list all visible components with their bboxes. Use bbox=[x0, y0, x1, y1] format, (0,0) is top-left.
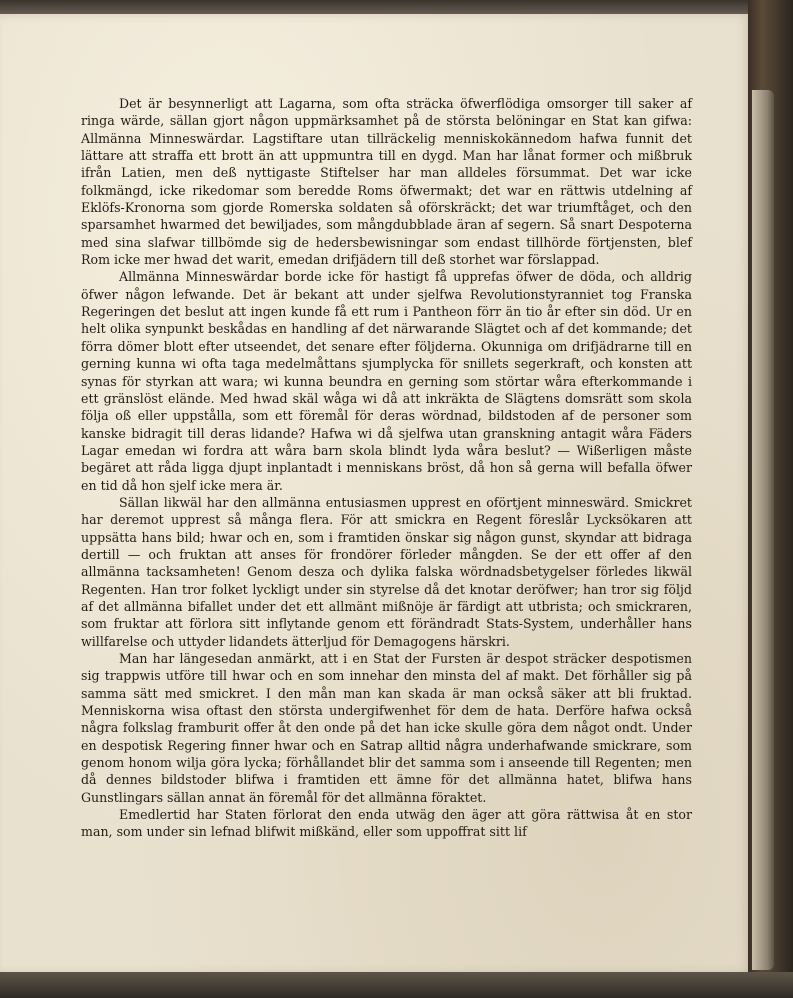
paragraph: Allmänna Minneswärdar borde icke för hastigt få upprefas öfwer de döda, och alldrig öfwer någon lefwande. Det är bekant att under sjelfwa Revolutionstyranniet tog Franska Regeringen det beslut att ingen kunde få ett rum i Pantheon förr än tio år efter sin död. Ur en helt olika synpunkt beskådas en handling af det närwarande Slägtet och af det kommande; det förra dömer blott efter utseendet, det senare efter följderna. Okunniga om drifjädrarne till en gerning kunna wi ofta taga medelmåttans sjumplycka för snillets segerkraft, och konsten att synas för styrkan att wara; wi kunna beundra en gerning som störtar wåra efterkommande i ett gränslöst elände. Med hwad skäl wåga wi då att inkräkta de Slägtens domsrätt som skola följa oß eller uppstålla, som ett föremål för deras wördnad, bildstoden af de personer som kanske bidragit till deras lidande? Hafwa wi då sjelfwa utan granskning antagit wåra Fäders Lagar emedan wi fordra att wåra barn skola blindt lyda wåra beslut? — Wißerligen måste begäret att råda ligga djupt inplantadt i menniskans bröst, då hon så gerna will befalla öfwer en tid då hon sjelf icke mera är. bbox=[81, 269, 692, 493]
paragraph: Man har längesedan anmärkt, att i en Stat der Fursten är despot sträcker despotismen sig trappwis utföre till hwar och en som innehar den minsta del af makt. Det förhåller sig på samma sätt med smickret. I den mån man kan skada är man också säker att bli fruktad. Menniskorna wisa oftast den största undergifwenhet för dem de hata. Derföre hafwa också några folkslag framburit offer åt den onde på det han icke skulle göra dem något ondt. Under en despotisk Regering finner hwar och en Satrap alltid några underhafwande smickrare, som genom honom wilja göra lycka; förhållandet blir det samma som i anseende till Regenten; men då dennes bildstoder blifwa i framtiden ett ämne för det allmänna hatet, blifwa hans Gunstlingars sällan annat än föremål för det allmänna föraktet. bbox=[81, 651, 692, 805]
body-text bbox=[81, 95, 692, 841]
bottom-edge bbox=[0, 972, 793, 998]
paragraph: Det är besynnerligt att Lagarna, som ofta sträcka öfwerflödiga omsorger till saker af ringa wärde, sällan gjort någon uppmärksamhet på de största belöningar en Stat kan gifwa: Allmänna Minneswärdar. Lagstiftare utan tillräckelig menniskokännedom hafwa funnit det lättare att straffa ett brott än att uppmuntra till en dygd. Man har lånat former och mißbruk ifrån Latien, men deß nyttigaste Stiftelser har man alldeles försummat. Det war icke folkmängd, icke rikedomar som beredde Roms öfwermakt; det war en rättwis utdelning af Eklöfs-Kronorna som gjorde Romerska soldaten så oförskräckt; det war triumftåget, och den sparsamhet hwarmed det bewiljades, som mångdubblade äran af segern. Så snart Despoterna med sina slafwar tillbömde sig de hedersbewisningar som endast tillhörde förtjensten, blef Rom icke mer hwad det warit, emedan drifjädern till deß storhet war förslappad. bbox=[81, 96, 692, 268]
paragraph: Sällan likwäl har den allmänna entusiasmen upprest en oförtjent minneswärd. Smickret har deremot upprest så många flera. För att smickra en Regent föreslår Lycksökaren att uppsätta hans bild; hwar och en, som i framtiden önskar sig någon gunst, skyndar att bidraga dertill — och fruktan att anses för frondörer förleder mångden. Se der ett offer af den allmänna tacksamheten! Genom desza och dylika falska wördnadsbetygelser förledes likwäl Regenten. Han tror folket lyckligt under sin styrelse då det knotar deröfwer; han tror sig följd af det allmänna bifallet under det ett allmänt mißnöje är färdigt att utbrista; och smickraren, som fruktar att förlora sitt inflytande genom ett förändradt Stats-System, underhåller hans willfarelse och uttyder lidandets ätterljud för Demagogens härskri. bbox=[81, 494, 692, 649]
adjacent-page-edge bbox=[752, 90, 774, 970]
paragraph: Emedlertid har Staten förlorat den enda utwäg den äger att göra rättwisa åt en stor man, som under sin lefnad blifwit mißkänd, eller som uppoffrat sitt lif bbox=[81, 807, 692, 840]
